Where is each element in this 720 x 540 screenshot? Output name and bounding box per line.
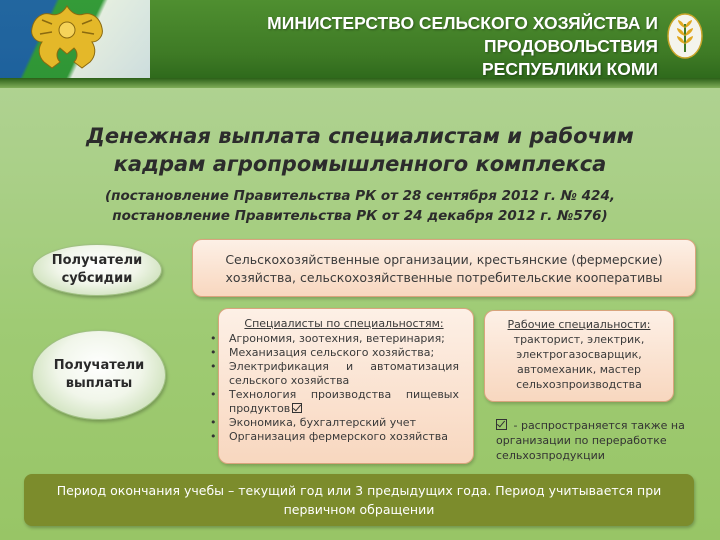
page-subtitle: (постановление Правительства РК от 28 сентября 2012 г. № 424, постановление Правительства РК от 24 декабря 2012 г. №576) xyxy=(105,188,615,224)
checkbox-icon xyxy=(292,403,302,413)
ministry-wheat-logo-icon xyxy=(666,12,704,60)
list-item: • Электрификация и автоматизация сельского хозяйства xyxy=(210,360,459,387)
header-bar xyxy=(0,0,720,78)
worker-line: электрогазосварщик, xyxy=(516,348,642,361)
bullet-icon: • xyxy=(210,360,217,373)
workers-heading: Рабочие специальности: xyxy=(507,318,651,331)
worker-line: тракторист, электрик, xyxy=(513,333,645,346)
komi-coat-of-arms-icon xyxy=(12,2,122,76)
page-title: Денежная выплата специалистам и рабочим кадрам агропромышленного комплекса xyxy=(86,124,634,176)
subsidy-recipients-box: Сельскохозяйственные организации, крестьянские (фермерские) хозяйства, сельскохозяйственные потребительские кооперативы xyxy=(192,239,696,297)
bullet-icon: • xyxy=(210,430,217,443)
bullet-icon: • xyxy=(210,416,217,429)
list-item: • Организация фермерского хозяйства xyxy=(210,430,449,443)
bullet-icon: • xyxy=(210,388,217,401)
header-divider xyxy=(0,78,720,88)
recipients-payment-label: Получатели выплаты xyxy=(32,330,166,420)
recipients-subsidy-label: Получатели субсидии xyxy=(32,244,162,296)
specialists-list xyxy=(210,332,459,444)
worker-line: сельхозпроизводства xyxy=(516,378,642,391)
list-item: • Агрономия, зоотехния, ветеринария; xyxy=(210,332,445,345)
bullet-icon: • xyxy=(210,332,217,345)
worker-line: автомеханик, мастер xyxy=(517,363,641,376)
bullet-icon: • xyxy=(210,346,217,359)
specialists-box xyxy=(210,308,474,464)
checkbox-icon xyxy=(496,419,507,430)
study-period-note: Период окончания учебы – текущий год или 3 предыдущих года. Период учитывается при первичном обращении xyxy=(24,474,694,526)
check-note: - распространяется также на организации по переработке сельхозпродукции xyxy=(496,419,685,462)
specialists-heading: Специалисты по специальностям: xyxy=(244,317,444,330)
list-item: • Механизация сельского хозяйства; xyxy=(210,346,435,359)
list-item: • Технология производства пищевых продуктов xyxy=(210,388,459,415)
workers-box xyxy=(484,310,674,402)
ministry-title: МИНИСТЕРСТВО СЕЛЬСКОГО ХОЗЯЙСТВА И ПРОДОВОЛЬСТВИЯ РЕСПУБЛИКИ КОМИ xyxy=(267,13,658,78)
list-item: • Экономика, бухгалтерский учет xyxy=(210,416,416,429)
